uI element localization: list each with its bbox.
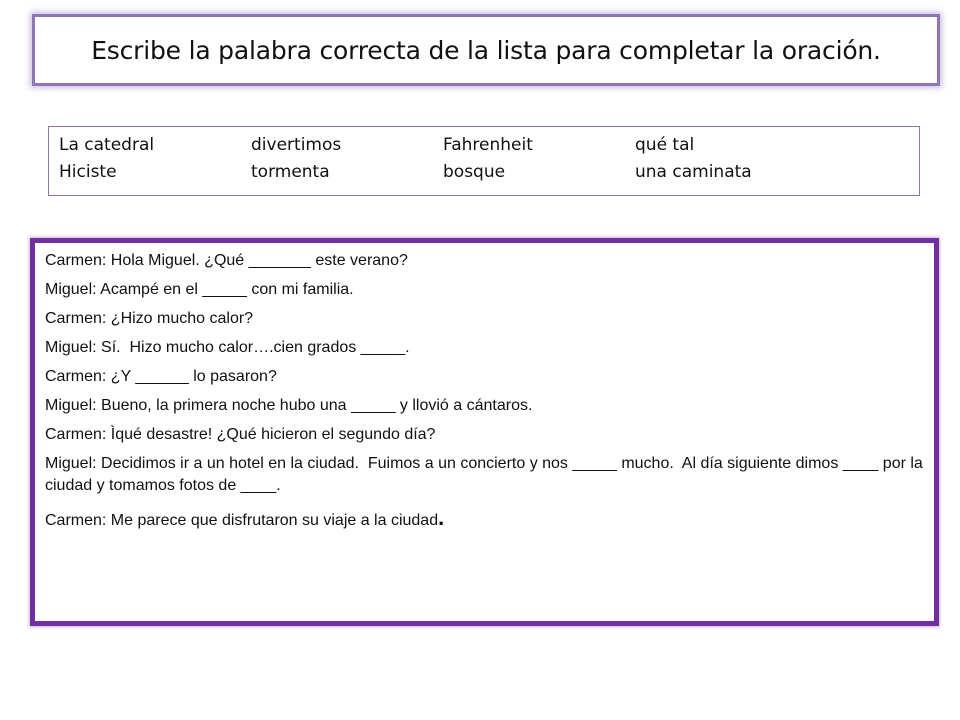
dialogue-line: Miguel: Sí. Hizo mucho calor….cien grados _____. [45,339,410,356]
page-title: Escribe la palabra correcta de la lista para completar la oración. [91,35,881,65]
word-bank [48,126,920,196]
word-option: Fahrenheit [443,135,533,155]
title-box [32,14,940,86]
word-option: una caminata [635,162,752,182]
dialogue-line: Carmen: Ìqué desastre! ¿Qué hicieron el segundo día? [45,426,436,443]
final-period: . [438,505,445,530]
dialogue-line: Carmen: Hola Miguel. ¿Qué _______ este verano? [45,252,408,269]
word-option: divertimos [251,135,342,155]
dialogue-line-final [45,507,924,532]
word-option: Hiciste [59,162,117,182]
dialogue-line: Miguel: Acampé en el _____ con mi familia. [45,281,354,298]
word-bank-row-1 [59,135,919,162]
word-option: La catedral [59,135,155,155]
word-option: qué tal [635,135,695,155]
word-bank-row-2 [59,162,919,189]
dialogue-line: Carmen: ¿Hizo mucho calor? [45,310,254,327]
word-option: tormenta [251,162,330,182]
word-option: bosque [443,162,506,182]
dialogue-line: Miguel: Bueno, la primera noche hubo una _____ y llovió a cántaros. [45,397,533,414]
dialogue-box [30,238,939,626]
dialogue-line-text: Carmen: Me parece que disfrutaron su viaje a la ciudad [45,512,439,529]
dialogue-line: Carmen: ¿Y ______ lo pasaron? [45,368,277,385]
dialogue-line: Miguel: Decidimos ir a un hotel en la ciudad. Fuimos a un concierto y nos _____ mucho. Al día siguiente dimos ____ por la ciudad y tomamos fotos de ____. [45,455,928,494]
